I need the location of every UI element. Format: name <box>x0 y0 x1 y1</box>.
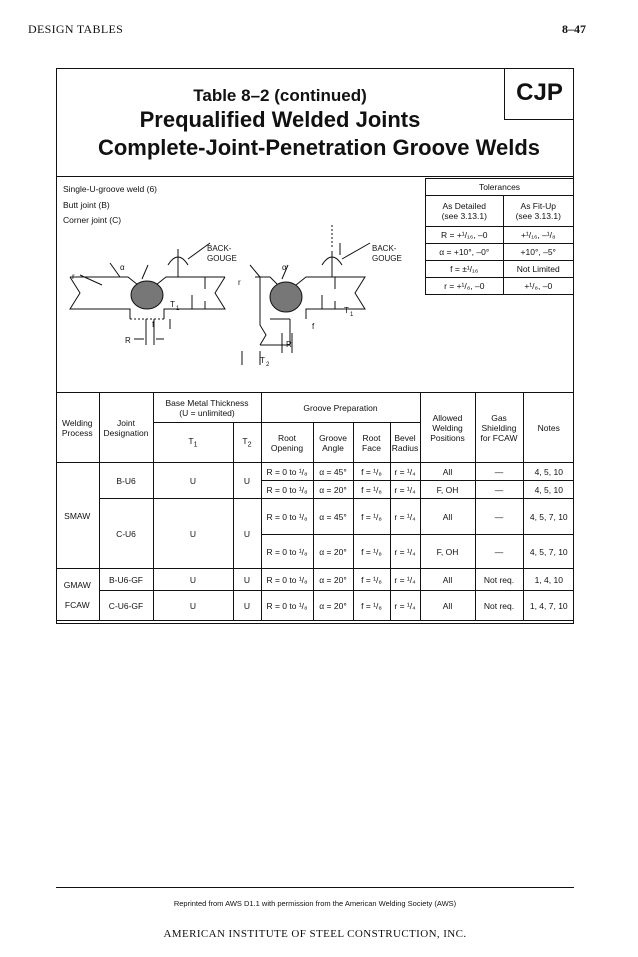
joint-type-line: Corner joint (C) <box>63 215 122 225</box>
gas-cell: — <box>475 499 523 535</box>
tolerance-cell: +10°, –5° <box>503 244 574 261</box>
T1-subscript: 1 <box>176 306 180 312</box>
radius-cell: r = ¹/₄ <box>390 535 420 569</box>
back-gouge-label: GOUGE <box>207 254 237 263</box>
header-groove-angle-2: Angle <box>322 442 344 453</box>
tolerance-cell: +¹/₈, –0 <box>503 278 574 295</box>
face-cell: f = ¹/₈ <box>353 535 390 569</box>
f-label: f <box>312 322 315 331</box>
notes-cell: 4, 5, 10 <box>523 463 574 481</box>
T1-label: T <box>170 300 175 309</box>
tolerance-cell: f = ±¹/₁₆ <box>426 261 504 278</box>
t2-cell: U <box>233 463 261 499</box>
publisher-footer: AMERICAN INSTITUTE OF STEEL CONSTRUCTION, INC. <box>163 928 467 940</box>
header-root-face-2: Face <box>362 442 381 453</box>
t1-cell: U <box>153 499 233 569</box>
running-header: DESIGN TABLES <box>28 22 124 36</box>
back-gouge-label: GOUGE <box>372 254 402 263</box>
back-gouge-label: BACK- <box>207 244 232 253</box>
angle-cell: α = 20° <box>313 591 353 621</box>
back-gouge-symbol <box>168 249 188 277</box>
header-notes: Notes <box>523 393 574 463</box>
root-cell: R = 0 to ¹/₈ <box>261 481 313 499</box>
pos-cell: All <box>420 591 475 621</box>
header-welding-process-2: Process <box>61 427 93 438</box>
header-t2: T <box>242 436 248 447</box>
notes-cell: 4, 5, 7, 10 <box>523 535 574 569</box>
footer-divider <box>56 887 574 888</box>
radius-cell: r = ¹/₄ <box>390 499 420 535</box>
T2-subscript: 2 <box>266 362 270 368</box>
face-cell: f = ¹/₈ <box>353 591 390 621</box>
radius-cell: r = ¹/₄ <box>390 591 420 621</box>
face-cell: f = ¹/₈ <box>353 481 390 499</box>
gas-cell: — <box>475 481 523 499</box>
R-label: R <box>286 340 292 349</box>
radius-cell: r = ¹/₄ <box>390 481 420 499</box>
tolerance-col1-ref: (see 3.13.1) <box>441 211 487 221</box>
gas-cell: — <box>475 463 523 481</box>
joint-diagram <box>60 215 425 375</box>
weld-bead-butt <box>131 281 163 309</box>
header-joint: Joint <box>117 417 135 428</box>
root-cell: R = 0 to ¹/₈ <box>261 535 313 569</box>
process-gmaw: GMAW <box>63 579 91 590</box>
gas-cell: Not req. <box>475 591 523 621</box>
page-number: 8–47 <box>562 22 586 36</box>
tolerance-cell: +¹/₁₆, –¹/₈ <box>503 227 574 244</box>
angle-cell: α = 45° <box>313 463 353 481</box>
r-label: r <box>72 272 75 281</box>
face-cell: f = ¹/₈ <box>353 569 390 591</box>
pos-cell: All <box>420 499 475 535</box>
header-root-face: Root <box>362 432 381 443</box>
root-cell: R = 0 to ¹/₈ <box>261 463 313 481</box>
angle-cell: α = 20° <box>313 481 353 499</box>
header-groove-angle: Groove <box>319 432 347 443</box>
process-fcaw: FCAW <box>64 599 90 610</box>
table-subtitle: Complete-Joint-Penetration Groove Welds <box>97 135 541 160</box>
pos-cell: All <box>420 569 475 591</box>
root-cell: R = 0 to ¹/₈ <box>261 591 313 621</box>
joint-type-line: Butt joint (B) <box>63 200 110 210</box>
divider <box>56 176 574 177</box>
pos-cell: F, OH <box>420 481 475 499</box>
tolerance-col2-ref: (see 3.13.1) <box>515 211 561 221</box>
header-gas-3: for FCAW <box>480 432 518 443</box>
weld-bead-corner <box>270 282 302 312</box>
table-row <box>56 463 574 481</box>
gas-cell: Not req. <box>475 569 523 591</box>
tolerance-col1: As Detailed <box>442 201 486 211</box>
joint-type-line: Single-U-groove weld (6) <box>63 184 158 194</box>
t2-cell: U <box>233 499 261 569</box>
cjp-badge: CJP <box>504 68 574 120</box>
header-welding-process: Welding <box>61 417 93 428</box>
t1-cell: U <box>153 463 233 499</box>
tolerance-cell: r = +¹/₈, –0 <box>426 278 504 295</box>
angle-cell: α = 45° <box>313 499 353 535</box>
angle-cell: α = 20° <box>313 535 353 569</box>
header-joint-2: Designation <box>103 427 149 438</box>
tolerance-cell: α = +10°, –0° <box>426 244 504 261</box>
tolerances-table <box>425 178 574 295</box>
header-bevel-radius: Bevel <box>394 432 416 443</box>
radius-cell: r = ¹/₄ <box>390 463 420 481</box>
notes-cell: 1, 4, 10 <box>523 569 574 591</box>
header-groove-prep: Groove Preparation <box>261 393 420 423</box>
angle-cell: α = 20° <box>313 569 353 591</box>
table-row <box>56 569 574 591</box>
face-cell: f = ¹/₈ <box>353 463 390 481</box>
header-t1: T <box>188 436 194 447</box>
notes-cell: 4, 5, 7, 10 <box>523 499 574 535</box>
joints-table <box>56 392 574 621</box>
notes-cell: 1, 4, 7, 10 <box>523 591 574 621</box>
r-label: r <box>238 278 241 287</box>
t1-cell: U <box>153 569 233 591</box>
pos-cell: All <box>420 463 475 481</box>
header-positions: Allowed <box>432 412 463 423</box>
alpha-label: α <box>282 263 287 272</box>
table-row <box>56 499 574 535</box>
f-label: f <box>152 320 155 329</box>
header-bevel-radius-2: Radius <box>391 442 419 453</box>
joint-cell: C-U6-GF <box>99 591 153 621</box>
joint-cell: C-U6 <box>99 499 153 569</box>
tolerance-col2: As Fit-Up <box>520 201 556 211</box>
reprint-credit: Reprinted from AWS D1.1 with permission from the American Welding Society (AWS) <box>173 899 457 908</box>
joint-cell: B-U6-GF <box>99 569 153 591</box>
table-title: Prequalified Welded Joints <box>139 107 421 132</box>
tolerance-cell: R = +¹/₁₆, –0 <box>426 227 504 244</box>
alpha-label: α <box>120 263 125 272</box>
header-base-metal-2: (U = unlimited) <box>179 407 235 418</box>
R-label: R <box>125 336 131 345</box>
gas-cell: — <box>475 535 523 569</box>
header-gas: Gas <box>491 412 507 423</box>
table-number: Table 8–2 (continued) <box>193 86 367 105</box>
t2-cell: U <box>233 591 261 621</box>
header-base-metal: Base Metal Thickness <box>165 397 249 408</box>
header-positions-2: Welding <box>432 422 463 433</box>
T2-label: T <box>260 356 265 365</box>
root-cell: R = 0 to ¹/₈ <box>261 499 313 535</box>
joint-cell: B-U6 <box>99 463 153 499</box>
process-smaw: SMAW <box>56 463 99 569</box>
header-t2-sub: 2 <box>247 440 252 449</box>
header-root-opening-2: Opening <box>270 442 304 453</box>
header-root-opening: Root <box>278 432 296 443</box>
back-gouge-label: BACK- <box>372 244 397 253</box>
root-cell: R = 0 to ¹/₈ <box>261 569 313 591</box>
T1-subscript: 1 <box>350 312 354 318</box>
table-row <box>56 591 574 621</box>
header-t1-sub: 1 <box>193 440 198 449</box>
face-cell: f = ¹/₈ <box>353 499 390 535</box>
pos-cell: F, OH <box>420 535 475 569</box>
header-positions-3: Positions <box>430 432 465 443</box>
header-gas-2: Shielding <box>481 422 517 433</box>
t2-cell: U <box>233 569 261 591</box>
radius-cell: r = ¹/₄ <box>390 569 420 591</box>
notes-cell: 4, 5, 10 <box>523 481 574 499</box>
tolerances-title: Tolerances <box>426 179 574 196</box>
T1-label: T <box>344 306 349 315</box>
t1-cell: U <box>153 591 233 621</box>
tolerance-cell: Not Limited <box>503 261 574 278</box>
